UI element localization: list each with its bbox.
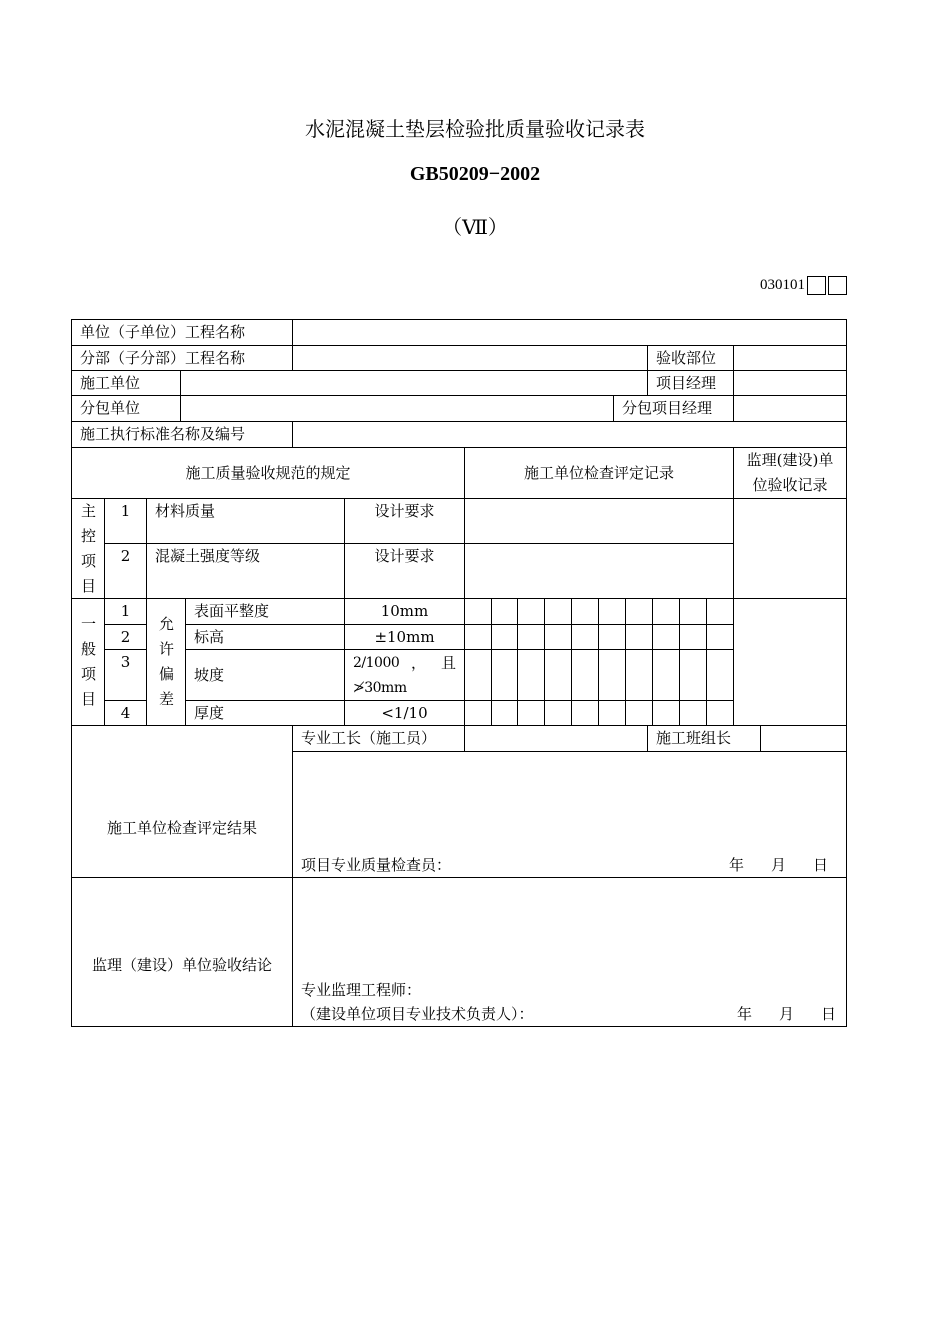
contractor-result-label: 施工单位检查评定结果 [71, 725, 293, 878]
measure-cell[interactable] [598, 624, 626, 650]
measure-cell[interactable] [517, 624, 545, 650]
foreman-field[interactable] [464, 725, 648, 752]
inspector-day: 日 [813, 856, 829, 874]
form-code-box-1[interactable] [807, 276, 826, 295]
g-item-1-value: 10mm [344, 598, 465, 625]
g-item-1-name: 表面平整度 [185, 598, 345, 625]
measure-cell[interactable] [652, 598, 680, 625]
accept-part-field[interactable] [733, 345, 847, 371]
measure-cell[interactable] [625, 624, 653, 650]
measure-cell[interactable] [544, 649, 572, 701]
g-item-2-name: 标高 [185, 624, 345, 650]
main-control-label: 主控项目 [71, 498, 105, 599]
g-item-4-name: 厚度 [185, 700, 345, 726]
g-item-3-value-a: 2/1000 [353, 655, 400, 671]
spec-header: 施工质量验收规范的规定 [71, 447, 465, 499]
mc-item-2-no: 2 [104, 543, 147, 599]
measure-cell[interactable] [571, 598, 599, 625]
contractor-label: 施工单位 [71, 370, 181, 396]
supervisor-record-header: 监理(建设)单位验收记录 [733, 447, 847, 499]
sub-project-field[interactable] [292, 345, 648, 371]
g-item-3-no: 3 [104, 649, 147, 701]
g-item-3-name: 坡度 [185, 649, 345, 701]
standard-field[interactable] [292, 421, 847, 448]
mc-item-2-name: 混凝土强度等级 [146, 543, 345, 599]
measure-cell[interactable] [598, 598, 626, 625]
sub-pm-field[interactable] [733, 395, 847, 422]
subcontractor-field[interactable] [180, 395, 614, 422]
unit-project-field[interactable] [292, 319, 847, 346]
measure-cell[interactable] [679, 700, 707, 726]
mc-item-1-record[interactable] [464, 498, 734, 544]
g-item-1-no: 1 [104, 598, 147, 625]
contractor-record-header: 施工单位检查评定记录 [464, 447, 734, 499]
measure-cell[interactable] [571, 649, 599, 701]
mc-item-1-name: 材料质量 [146, 498, 345, 544]
g-item-2-value: ±10mm [344, 624, 465, 650]
form-code-box-2[interactable] [828, 276, 847, 295]
measure-cell[interactable] [706, 624, 734, 650]
g-item-3-value-b: ， [411, 654, 427, 672]
g-item-3-value-d: ≯30mm [353, 680, 407, 696]
mc-item-2-requirement: 设计要求 [344, 543, 465, 599]
mc-item-2-record[interactable] [464, 543, 734, 599]
measure-cell[interactable] [625, 598, 653, 625]
inspector-month: 月 [771, 856, 787, 874]
measure-cell[interactable] [544, 624, 572, 650]
measure-cell[interactable] [491, 598, 518, 625]
g-item-4-no: 4 [104, 700, 147, 726]
measure-cell[interactable] [679, 649, 707, 701]
standard-code: GB50209−2002 [409, 163, 541, 185]
engineer-label: 专业监理工程师： [301, 981, 422, 999]
inspector-year: 年 [729, 856, 745, 874]
pm-field[interactable] [733, 370, 847, 396]
mc-item-1-requirement: 设计要求 [344, 498, 465, 544]
measure-cell[interactable] [571, 700, 599, 726]
measure-cell[interactable] [652, 649, 680, 701]
form-code [760, 276, 847, 295]
g-item-3-value [344, 649, 465, 701]
contractor-result-field[interactable] [292, 751, 847, 878]
tolerance-label: 允许偏差 [146, 598, 186, 726]
measure-cell[interactable] [625, 649, 653, 701]
accept-part-label: 验收部位 [647, 345, 734, 371]
team-leader-field[interactable] [760, 725, 847, 752]
measure-cell[interactable] [464, 649, 492, 701]
measure-cell[interactable] [598, 700, 626, 726]
unit-project-label: 单位（子单位）工程名称 [71, 319, 293, 346]
g-item-4-value: <1/10 [344, 700, 465, 726]
mc-supervisor-record[interactable] [733, 498, 847, 599]
section-number: （Ⅶ） [442, 215, 508, 239]
supervisor-conclusion-label: 监理（建设）单位验收结论 [71, 877, 293, 1027]
measure-cell[interactable] [491, 700, 518, 726]
measure-cell[interactable] [544, 598, 572, 625]
standard-label: 施工执行标准名称及编号 [71, 421, 293, 448]
subcontractor-label: 分包单位 [71, 395, 181, 422]
measure-cell[interactable] [517, 700, 545, 726]
g-item-3-value-c: 且 [441, 654, 457, 672]
contractor-field[interactable] [180, 370, 648, 396]
measure-cell[interactable] [706, 700, 734, 726]
measure-cell[interactable] [571, 624, 599, 650]
sub-project-label: 分部（子分部）工程名称 [71, 345, 293, 371]
measure-cell[interactable] [517, 598, 545, 625]
owner-tech-label: （建设单位项目专业技术负责人）： [301, 1005, 534, 1023]
g-item-2-no: 2 [104, 624, 147, 650]
page-title: 水泥混凝土垫层检验批质量验收记录表 [305, 117, 645, 141]
supervisor-conclusion-field[interactable] [292, 877, 847, 1027]
general-label: 一般项目 [71, 598, 105, 726]
foreman-label: 专业工长（施工员） [292, 725, 465, 752]
team-leader-label: 施工班组长 [647, 725, 761, 752]
conclusion-year: 年 [737, 1005, 753, 1023]
measure-cell[interactable] [679, 598, 707, 625]
sub-pm-label: 分包项目经理 [613, 395, 734, 422]
measure-cell[interactable] [491, 624, 518, 650]
measure-cell[interactable] [464, 598, 492, 625]
measure-cell[interactable] [679, 624, 707, 650]
measure-cell[interactable] [517, 649, 545, 701]
measure-cell[interactable] [598, 649, 626, 701]
mc-item-1-no: 1 [104, 498, 147, 544]
measure-cell[interactable] [652, 624, 680, 650]
pm-label: 项目经理 [647, 370, 734, 396]
form-code-text: 030101 [760, 277, 805, 293]
measure-cell[interactable] [464, 700, 492, 726]
conclusion-month: 月 [779, 1005, 795, 1023]
measure-cell[interactable] [652, 700, 680, 726]
general-supervisor-record[interactable] [733, 598, 847, 726]
measure-cell[interactable] [491, 649, 518, 701]
measure-cell[interactable] [544, 700, 572, 726]
measure-cell[interactable] [706, 649, 734, 701]
measure-cell[interactable] [706, 598, 734, 625]
conclusion-day: 日 [821, 1005, 837, 1023]
measure-cell[interactable] [464, 624, 492, 650]
measure-cell[interactable] [625, 700, 653, 726]
inspector-label: 项目专业质量检查员： [301, 856, 452, 874]
